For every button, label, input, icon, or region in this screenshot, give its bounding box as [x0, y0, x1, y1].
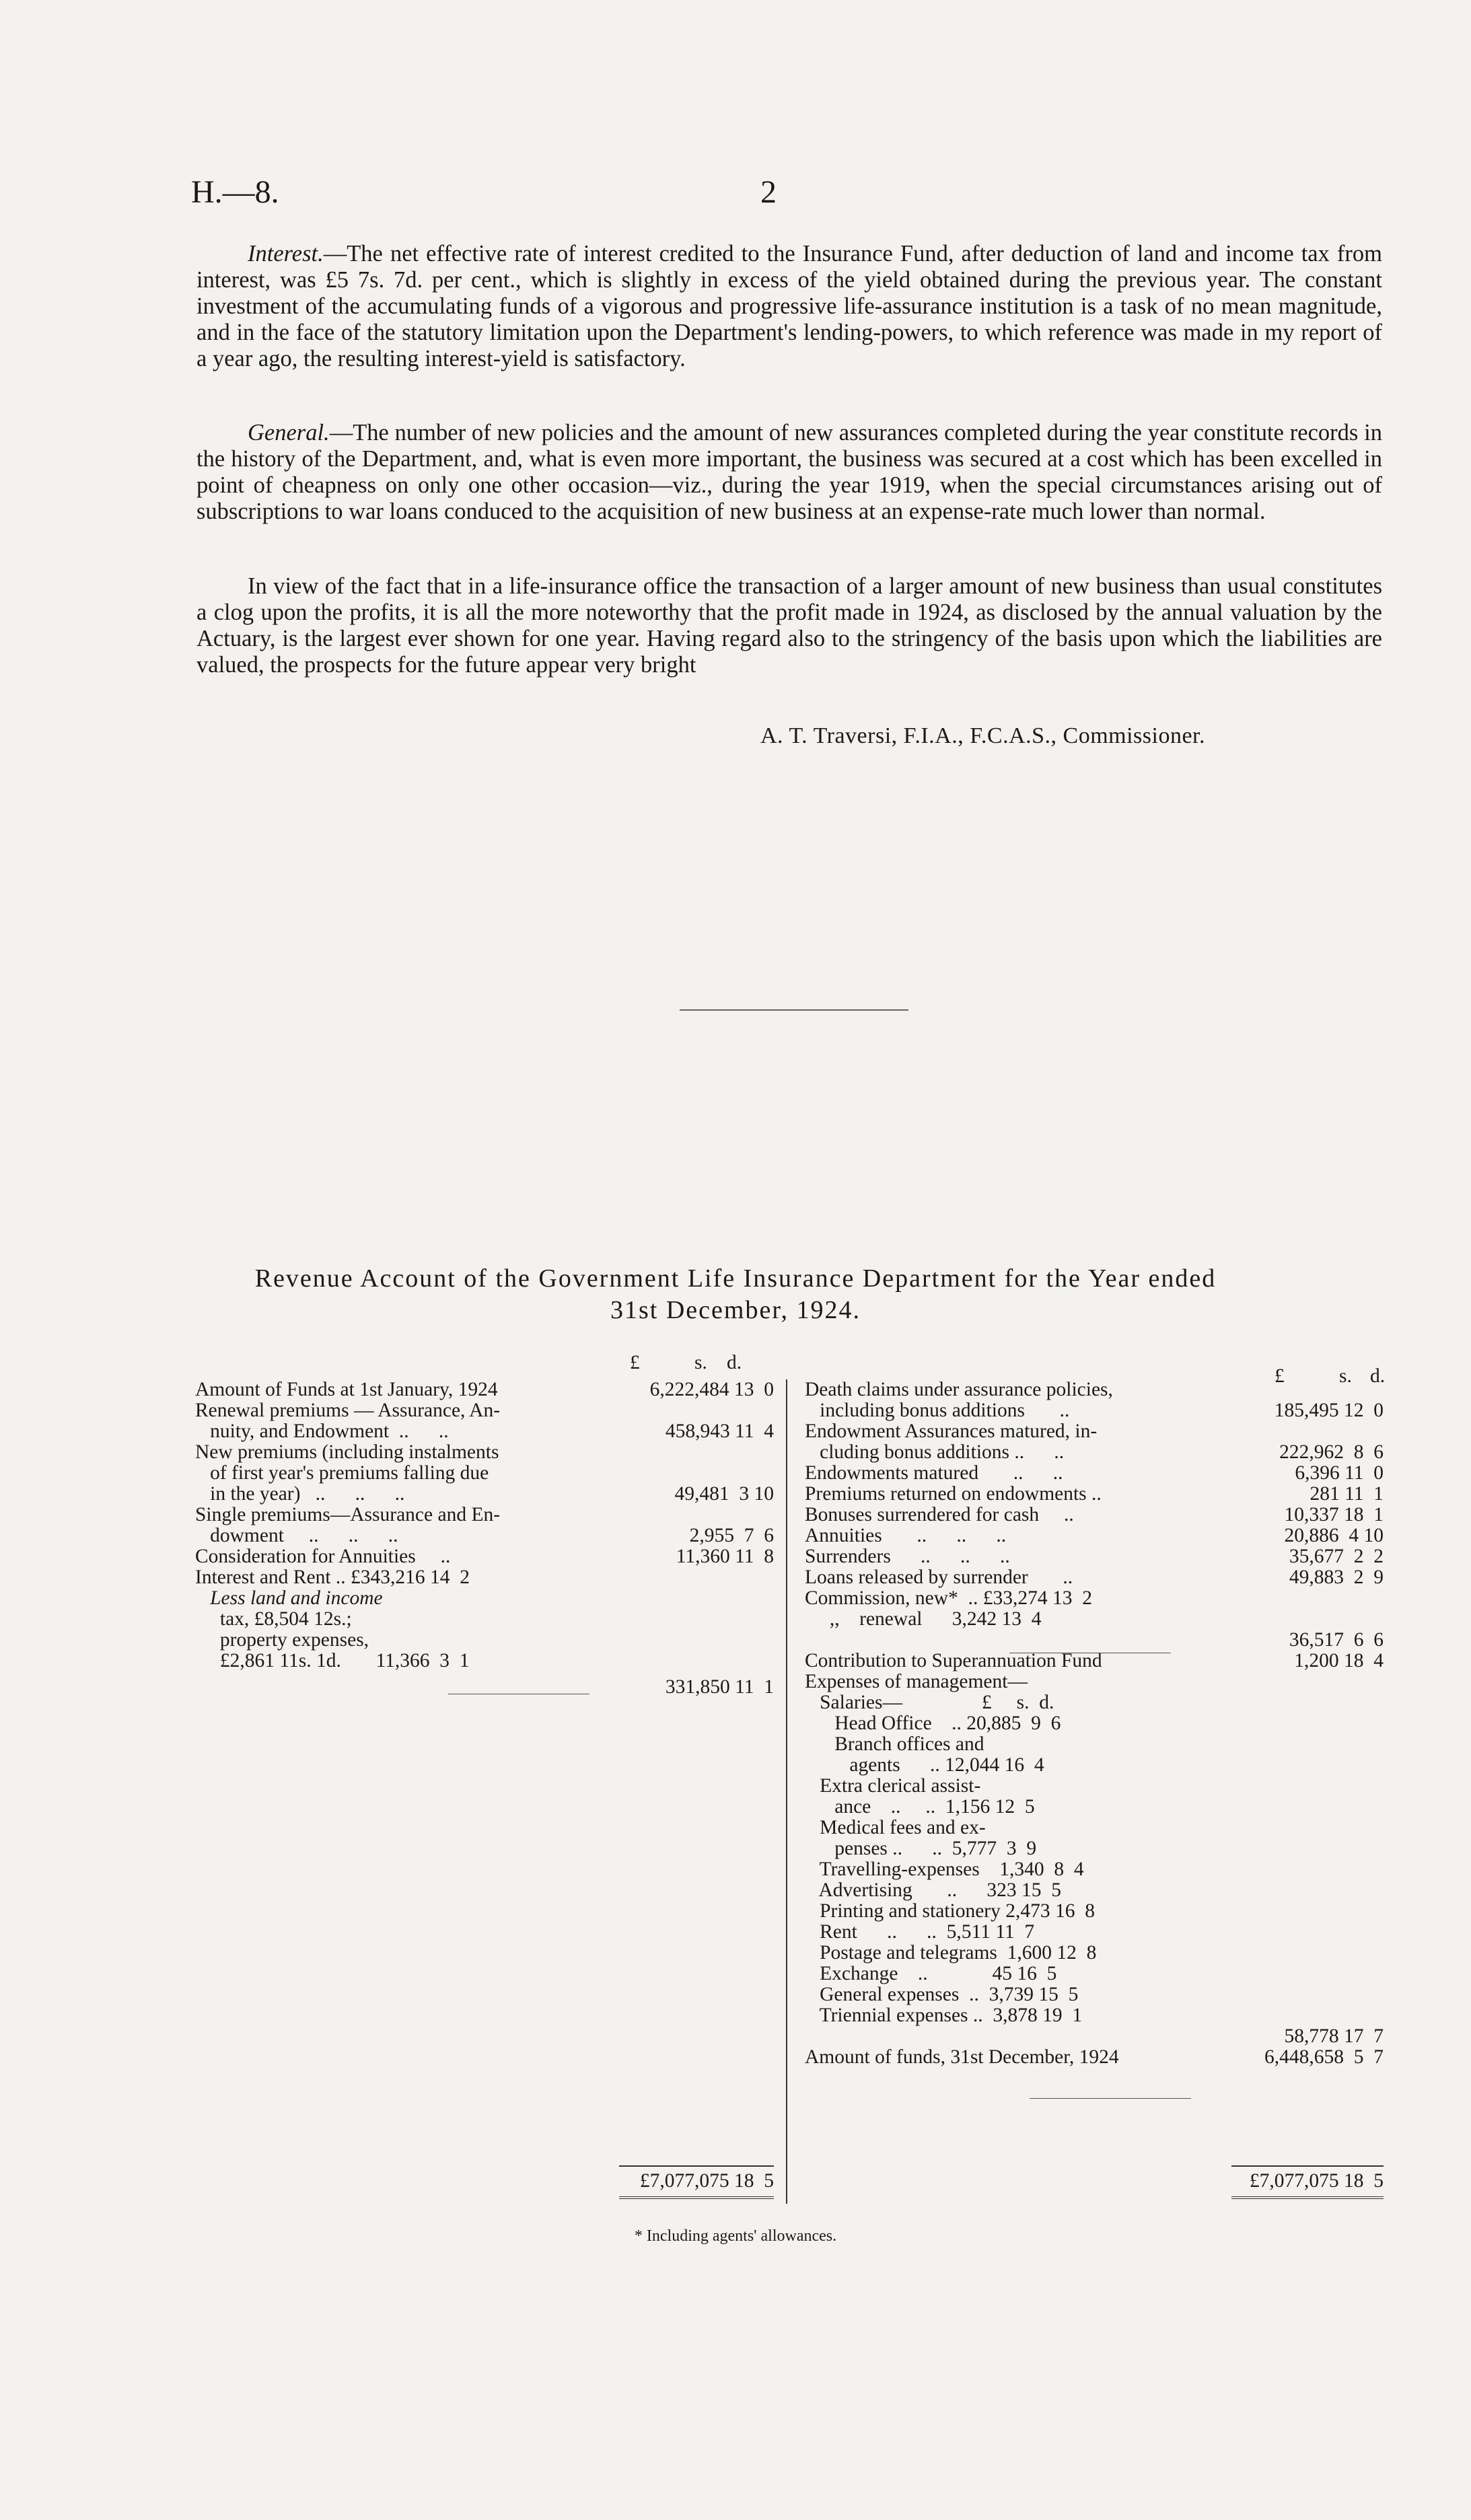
receipt-row: New premiums (including instalments: [195, 1441, 499, 1463]
payment-row: cluding bonus additions .. .. 222,962 8 6: [805, 1441, 1384, 1463]
payment-row: Loans released by surrender .. 49,883 2 9: [805, 1567, 1384, 1588]
signature: A. T. Traversi, F.I.A., F.C.A.S., Commissioner.: [760, 723, 1205, 748]
right-total-bottom-rule: [1231, 2196, 1384, 2199]
general-paragraph: [196, 420, 1382, 525]
payment-row: 36,517 6 6: [1289, 1629, 1384, 1651]
receipt-row: Amount of Funds at 1st January, 1924 6,222,484 13 0: [195, 1379, 774, 1400]
receipt-row: 331,850 11 1: [665, 1676, 774, 1698]
receipt-row: Interest and Rent .. £343,216 14 2: [195, 1567, 470, 1588]
right-col-shillings: s.: [1339, 1365, 1352, 1387]
right-col-pound: £: [1275, 1365, 1285, 1387]
payment-row: Postage and telegrams 1,600 12 8: [805, 1942, 1097, 1964]
payment-row: agents .. 12,044 16 4: [805, 1754, 1044, 1776]
outlook-text: In view of the fact that in a life-insurance office the transaction of a larger amount of new business than usual constitutes a clog upon the profits, it is all the more noteworthy that the profit made in 1924, as disclosed by the annual valuation by the Actuary, is the largest ever shown for one year. Having regard also to the stringency of the basis upon which the liabilities are valued, the prospects for the future appear very bright: [196, 573, 1382, 678]
expenses-rule: [1030, 2098, 1191, 2099]
receipts-column: [195, 1379, 774, 1698]
receipt-row: dowment .. .. .. 2,955 7 6: [195, 1525, 774, 1546]
interest-text: —The net effective rate of interest credited to the Insurance Fund, after deduction of land and income tax from interest, was £5 7s. 7d. per cent., which is slightly in excess of the yield obtained during the previous year. The constant investment of the accumulating funds of a vigorous and progressive life-assurance institution is a task of no mean magnitude, and in the face of the statutory limitation upon the Department's lending-powers, to which reference was made in my report of a year ago, the resulting interest-yield is satisfactory.: [196, 241, 1382, 371]
right-col-pence: d.: [1370, 1365, 1386, 1387]
payment-row: Surrenders .. .. .. 35,677 2 2: [805, 1546, 1384, 1567]
payment-row: General expenses .. 3,739 15 5: [805, 1984, 1079, 2005]
payment-row: 58,778 17 7: [1284, 2025, 1384, 2047]
payment-row: Commission, new* .. £33,274 13 2: [805, 1587, 1092, 1609]
receipt-row: nuity, and Endowment .. .. 458,943 11 4: [195, 1420, 774, 1442]
general-text: —The number of new policies and the amount of new assurances completed during the year constitute records in the history of the Department, and, what is even more important, the business was secured at a cost which has been excelled in point of cheapness on only one other occasion—viz., during the year 1919, when the special circumstances arising out of subscriptions to war loans conduced to the acquisition of new business at an expense-rate much lower than normal.: [196, 420, 1382, 524]
right-total-top-rule: [1231, 2165, 1384, 2167]
payment-row: Medical fees and ex-: [805, 1817, 986, 1838]
left-total-bottom-rule: [619, 2196, 774, 2199]
receipt-row: in the year) .. .. .. 49,481 3 10: [195, 1483, 774, 1505]
payment-row: ance .. .. 1,156 12 5: [805, 1796, 1035, 1817]
payment-row: Contribution to Superannuation Fund 1,200 18 4: [805, 1650, 1384, 1671]
footnote: * Including agents' allowances.: [634, 2227, 837, 2245]
payment-row: Travelling-expenses 1,340 8 4: [805, 1859, 1084, 1880]
page-number: 2: [760, 174, 777, 210]
receipt-row: Less land and income: [195, 1587, 383, 1609]
receipt-row: tax, £8,504 12s.;: [195, 1608, 352, 1630]
payment-row: ,, renewal 3,242 13 4: [805, 1608, 1042, 1630]
payment-row: Premiums returned on endowments .. 281 11 1: [805, 1483, 1384, 1505]
payment-row: Exchange .. 45 16 5: [805, 1963, 1057, 1984]
payment-row: Endowment Assurances matured, in-: [805, 1420, 1098, 1442]
receipt-row: property expenses,: [195, 1629, 369, 1651]
outlook-paragraph: [196, 573, 1382, 678]
interest-paragraph: [196, 241, 1382, 372]
payments-total: £7,077,075 18 5: [1249, 2170, 1384, 2192]
payment-row: Triennial expenses .. 3,878 19 1: [805, 2005, 1083, 2026]
left-col-pound: £: [630, 1352, 640, 1373]
receipt-row: Consideration for Annuities .. 11,360 11 8: [195, 1546, 774, 1567]
column-divider: [786, 1379, 787, 2204]
account-title: Revenue Account of the Government Life Insurance Department for the Year ended: [254, 1264, 1217, 1293]
payment-row: penses .. .. 5,777 3 9: [805, 1838, 1037, 1859]
payment-row: Bonuses surrendered for cash .. 10,337 18 1: [805, 1504, 1384, 1525]
left-col-pence: d.: [727, 1352, 742, 1373]
left-col-shillings: s.: [694, 1352, 707, 1373]
payment-row: Printing and stationery 2,473 16 8: [805, 1900, 1095, 1922]
payment-row: Rent .. .. 5,511 11 7: [805, 1921, 1035, 1943]
receipt-row: Renewal premiums — Assurance, An-: [195, 1400, 501, 1421]
payment-row: including bonus additions .. 185,495 12 0: [805, 1400, 1384, 1421]
receipt-row: of first year's premiums falling due: [195, 1462, 489, 1484]
section-divider: [680, 1009, 908, 1011]
payment-row: Endowments matured .. .. 6,396 11 0: [805, 1462, 1384, 1484]
left-total-top-rule: [619, 2165, 774, 2167]
payment-row: Branch offices and: [805, 1733, 984, 1755]
payment-row: Amount of funds, 31st December, 1924 6,448,658 5 7: [805, 2046, 1384, 2068]
general-heading: General.: [248, 420, 330, 445]
payment-row: Death claims under assurance policies,: [805, 1379, 1113, 1400]
payment-row: Salaries— £ s. d.: [805, 1692, 1054, 1713]
account-title-date: 31st December, 1924.: [610, 1296, 861, 1324]
payments-column: [805, 1379, 1384, 2068]
receipt-row: Single premiums—Assurance and En-: [195, 1504, 501, 1525]
receipts-total: £7,077,075 18 5: [639, 2170, 774, 2192]
payment-row: Annuities .. .. .. 20,886 4 10: [805, 1525, 1384, 1546]
report-reference: H.—8.: [191, 174, 279, 210]
payment-row: Extra clerical assist-: [805, 1775, 981, 1797]
payment-row: Advertising .. 323 15 5: [805, 1879, 1062, 1901]
payment-row: Expenses of management—: [805, 1671, 1028, 1692]
payment-row: Head Office .. 20,885 9 6: [805, 1713, 1061, 1734]
interest-heading: Interest.: [248, 241, 324, 266]
receipt-row: £2,861 11s. 1d. 11,366 3 1: [195, 1650, 470, 1671]
